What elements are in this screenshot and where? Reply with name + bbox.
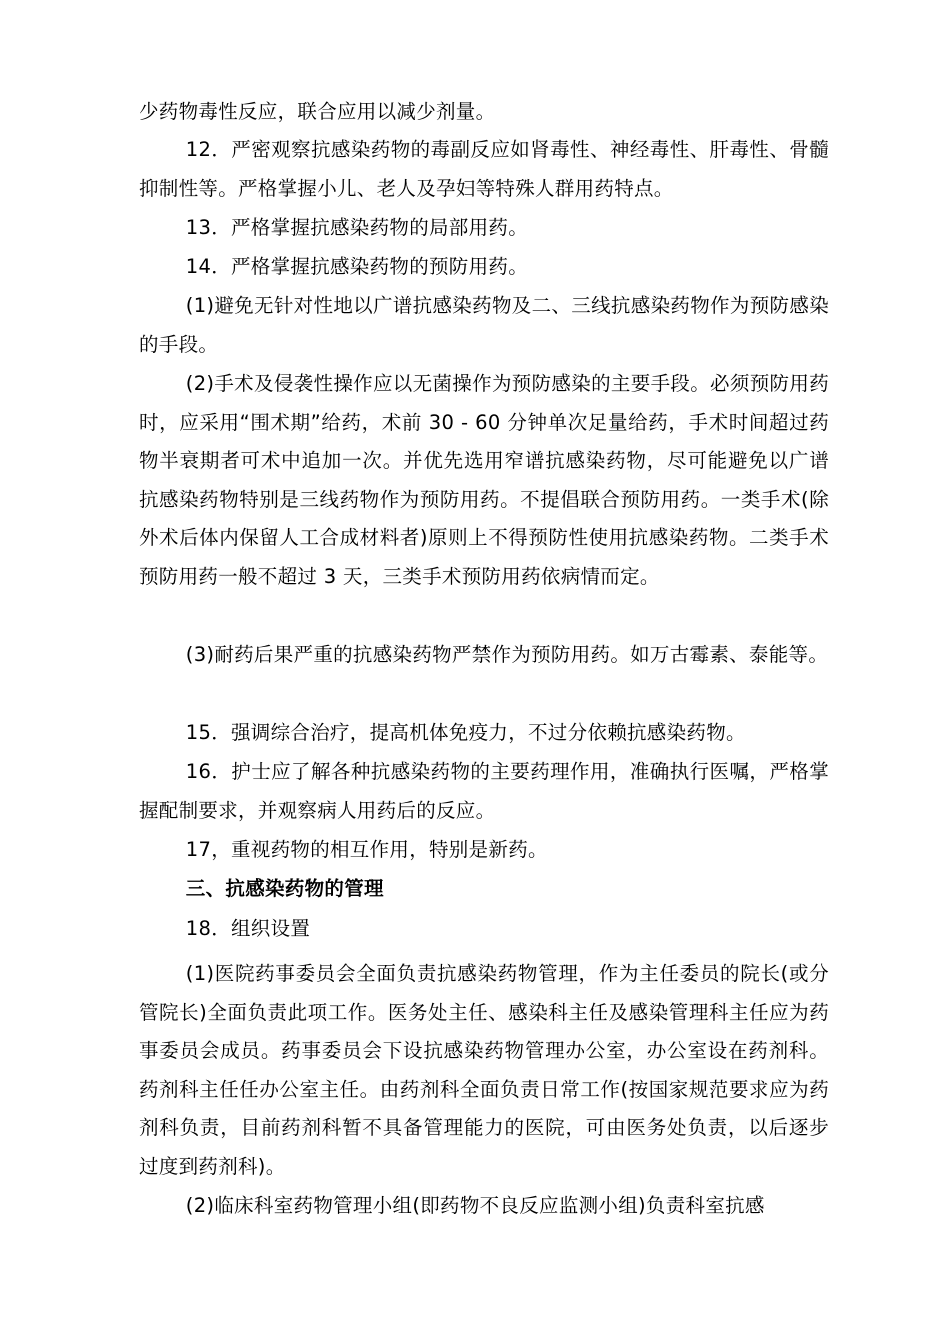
paragraph-item-14-1: (1)避免无针对性地以广谱抗感染药物及二、三线抗感染药物作为预防感染的手段。	[139, 294, 829, 356]
paragraph-item-14-2: (2)手术及侵袭性操作应以无菌操作为预防感染的主要手段。必须预防用药时，应采用“围术期”给药，术前 30 - 60 分钟单次足量给药，手术时间超过药物半衰期者可术中追加一次。并优先选用窄谱抗感染药物，尽可能避免以广谱抗感染药物特别是三线药物作为预防用药。不提倡联合预防用药。一类手术(除外术后体内保留人工合成材料者)原则上不得预防性使用抗感染药物。二类手术预防用药一般不超过 3 天，三类手术预防用药依病情而定。	[139, 372, 829, 588]
paragraph-item-18-1: (1)医院药事委员会全面负责抗感染药物管理，作为主任委员的院长(或分管院长)全面负责此项工作。医务处主任、感染科主任及感染管理科主任应为药事委员会成员。药事委员会下设抗感染药物管理办公室，办公室设在药剂科。药剂科主任任办公室主任。由药剂科全面负责日常工作(按国家规范要求应为药剂科负责，目前药剂科暂不具备管理能力的医院，可由医务处负责，以后逐步过度到药剂科)。	[139, 962, 829, 1178]
paragraph-continuation: 少药物毒性反应，联合应用以减少剂量。	[139, 100, 496, 123]
paragraph-item-13: 13．严格掌握抗感染药物的局部用药。	[185, 216, 529, 239]
paragraph-item-14: 14．严格掌握抗感染药物的预防用药。	[185, 255, 529, 278]
paragraph-item-16: 16．护士应了解各种抗感染药物的主要药理作用，准确执行医嘱，严格掌握配制要求，并观察病人用药后的反应。	[139, 760, 829, 822]
paragraph-item-18-2: (2)临床科室药物管理小组(即药物不良反应监测小组)负责科室抗感	[185, 1194, 765, 1217]
paragraph-item-17: 17，重视药物的相互作用，特别是新药。	[185, 838, 548, 861]
paragraph-item-18: 18．组织设置	[185, 917, 311, 940]
paragraph-item-14-3: (3)耐药后果严重的抗感染药物严禁作为预防用药。如万古霉素、泰能等。	[185, 643, 829, 666]
paragraph-item-12: 12．严密观察抗感染药物的毒副反应如肾毒性、神经毒性、肝毒性、骨髓抑制性等。严格掌握小儿、老人及孕妇等特殊人群用药特点。	[139, 138, 829, 200]
paragraph-item-15: 15．强调综合治疗，提高机体免疫力，不过分依赖抗感染药物。	[185, 721, 746, 744]
section-heading: 三、抗感染药物的管理	[185, 877, 384, 900]
